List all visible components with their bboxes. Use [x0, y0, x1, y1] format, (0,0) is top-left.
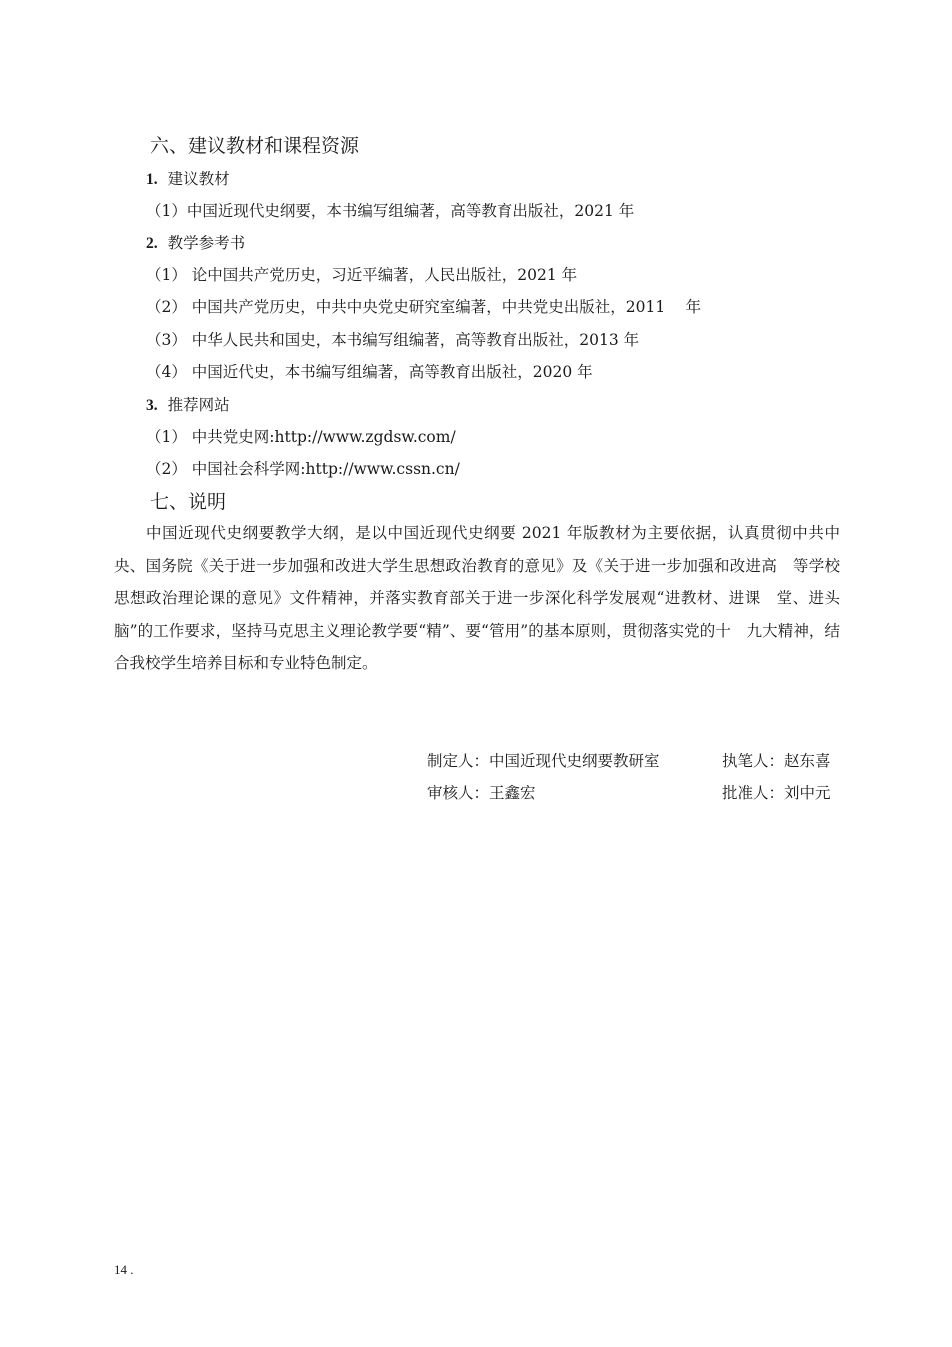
- reference-item: （2） 中国共产党历史，中共中央党史研究室编著，中共党史出版社，2011 年: [146, 298, 702, 316]
- subsection-websites: [146, 393, 230, 415]
- subsection-number: 1.: [146, 171, 158, 188]
- section6-heading: 六、建议教材和课程资源: [150, 135, 360, 157]
- subsection-label: 建议教材: [167, 170, 230, 188]
- page-number: 14 .: [114, 1262, 134, 1277]
- reference-item: （4） 中国近代史，本书编写组编著，高等教育出版社，2020 年: [146, 363, 593, 381]
- written-by: 执笔人：赵东喜: [722, 752, 831, 770]
- website-item: （1） 中共党史网:http://www.zgdsw.com/: [146, 428, 456, 446]
- subsection-number: 2.: [146, 235, 158, 252]
- explanation-paragraph: 中国近现代史纲要教学大纲，是以中国近现代史纲要 2021 年版教材为主要依据，认真贯彻中共中央、国务院《关于进一步加强和改进大学生思想政治教育的意见》及《关于进一步加强和改进高 等学校思想政治理论课的意见》文件精神，并落实教育部关于进一步深化科学发展观“进教材、进课 堂、进头脑”的工作要求，坚持马克思主义理论教学要“精”、要“管用”的基本原则，贯彻落实党的十 九大精神，结合我校学生培养目标和专业特色制定。: [114, 524, 840, 672]
- subsection-number: 3.: [146, 397, 158, 414]
- reference-item: （1） 论中国共产党历史，习近平编著，人民出版社，2021 年: [146, 266, 578, 284]
- approved-by: 批准人：刘中元: [722, 784, 831, 802]
- reference-item: （3） 中华人民共和国史，本书编写组编著，高等教育出版社，2013 年: [146, 331, 640, 349]
- section7-heading: 七、说明: [150, 491, 227, 513]
- textbook-item: （1）中国近现代史纲要，本书编写组编著，高等教育出版社，2021 年: [146, 202, 635, 220]
- subsection-textbook: [146, 167, 230, 189]
- subsection-label: 教学参考书: [167, 234, 246, 252]
- subsection-references: [146, 231, 245, 253]
- reviewed-by: 审核人：王鑫宏: [427, 784, 536, 802]
- made-by: 制定人：中国近现代史纲要教研室: [427, 752, 660, 770]
- subsection-label: 推荐网站: [167, 396, 230, 414]
- website-item: （2） 中国社会科学网:http://www.cssn.cn/: [146, 460, 460, 478]
